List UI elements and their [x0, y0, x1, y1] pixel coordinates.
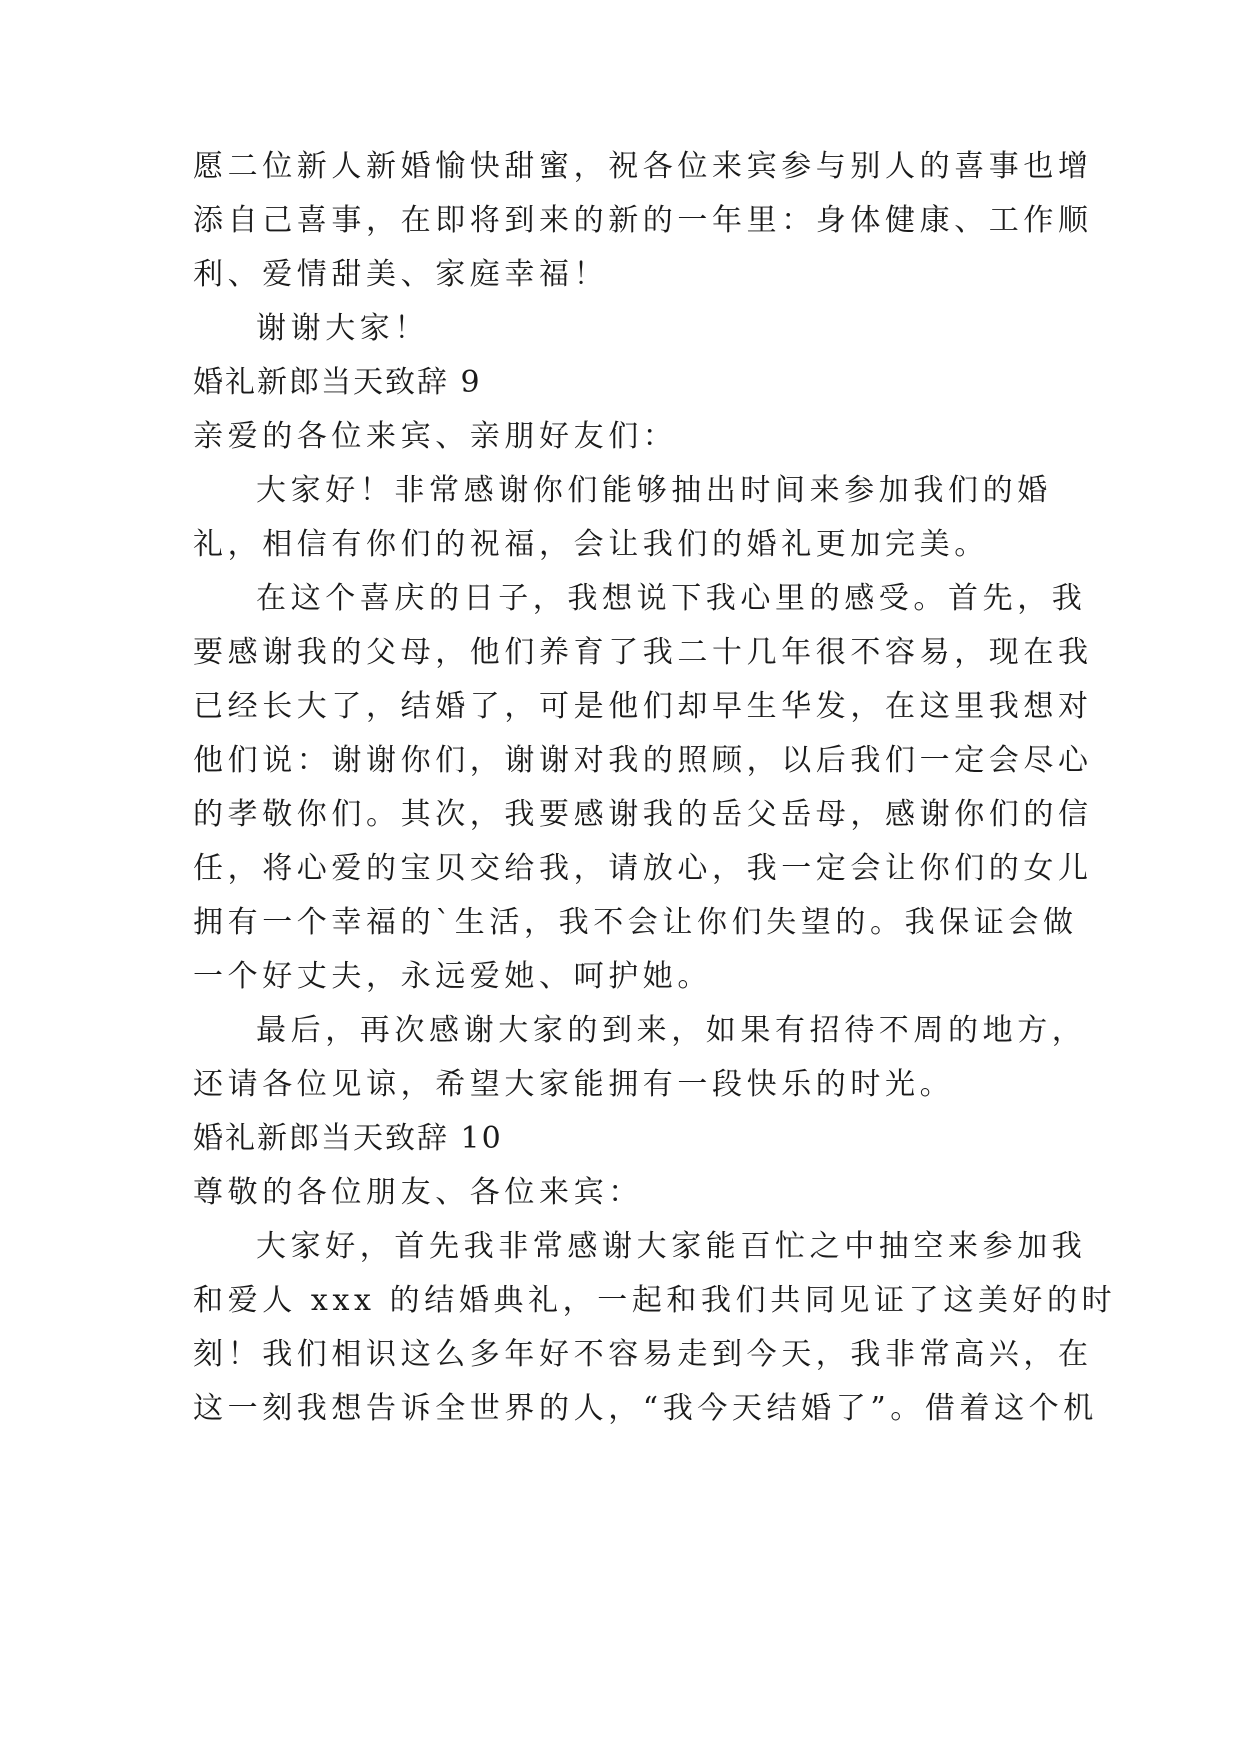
paragraph-line: 还请各位见谅，希望大家能拥有一段快乐的时光。 — [193, 1067, 955, 1102]
paragraph-line: 利、爱情甜美、家庭幸福！ — [193, 257, 609, 292]
paragraph-line: 大家好，首先我非常感谢大家能百忙之中抽空来参加我 — [256, 1229, 1087, 1264]
paragraph-line: 在这个喜庆的日子，我想说下我心里的感受。首先，我 — [256, 581, 1087, 616]
paragraph-line: 拥有一个幸福的`生活，我不会让你们失望的。我保证会做 — [193, 905, 1078, 940]
paragraph-line: 这一刻我想告诉全世界的人，“我今天结婚了”。借着这个机 — [193, 1391, 1098, 1426]
paragraph-line: 和爱人 xxx 的结婚典礼，一起和我们共同见证了这美好的时 — [193, 1283, 1117, 1318]
salutation: 亲爱的各位来宾、亲朋好友们： — [193, 419, 678, 454]
paragraph-line: 谢谢大家！ — [256, 311, 429, 346]
section-heading: 婚礼新郎当天致辞 10 — [193, 1121, 503, 1156]
paragraph-line: 大家好！非常感谢你们能够抽出时间来参加我们的婚 — [256, 473, 1052, 508]
paragraph-line: 任，将心爱的宝贝交给我，请放心，我一定会让你们的女儿 — [193, 851, 1093, 886]
paragraph-line: 他们说：谢谢你们，谢谢对我的照顾，以后我们一定会尽心 — [193, 743, 1093, 778]
paragraph-line: 一个好丈夫，永远爱她、呵护她。 — [193, 959, 712, 994]
paragraph-line: 愿二位新人新婚愉快甜蜜，祝各位来宾参与别人的喜事也增 — [193, 149, 1093, 184]
paragraph-line: 礼，相信有你们的祝福，会让我们的婚礼更加完美。 — [193, 527, 989, 562]
paragraph-line: 已经长大了，结婚了，可是他们却早生华发，在这里我想对 — [193, 689, 1093, 724]
section-heading: 婚礼新郎当天致辞 9 — [193, 365, 482, 400]
paragraph-line: 最后，再次感谢大家的到来，如果有招待不周的地方， — [256, 1013, 1087, 1048]
paragraph-line: 刻！我们相识这么多年好不容易走到今天，我非常高兴，在 — [193, 1337, 1093, 1372]
paragraph-line: 的孝敬你们。其次，我要感谢我的岳父岳母，感谢你们的信 — [193, 797, 1093, 832]
paragraph-line: 添自己喜事，在即将到来的新的一年里：身体健康、工作顺 — [193, 203, 1093, 238]
paragraph-line: 要感谢我的父母，他们养育了我二十几年很不容易，现在我 — [193, 635, 1093, 670]
salutation: 尊敬的各位朋友、各位来宾： — [193, 1175, 643, 1210]
